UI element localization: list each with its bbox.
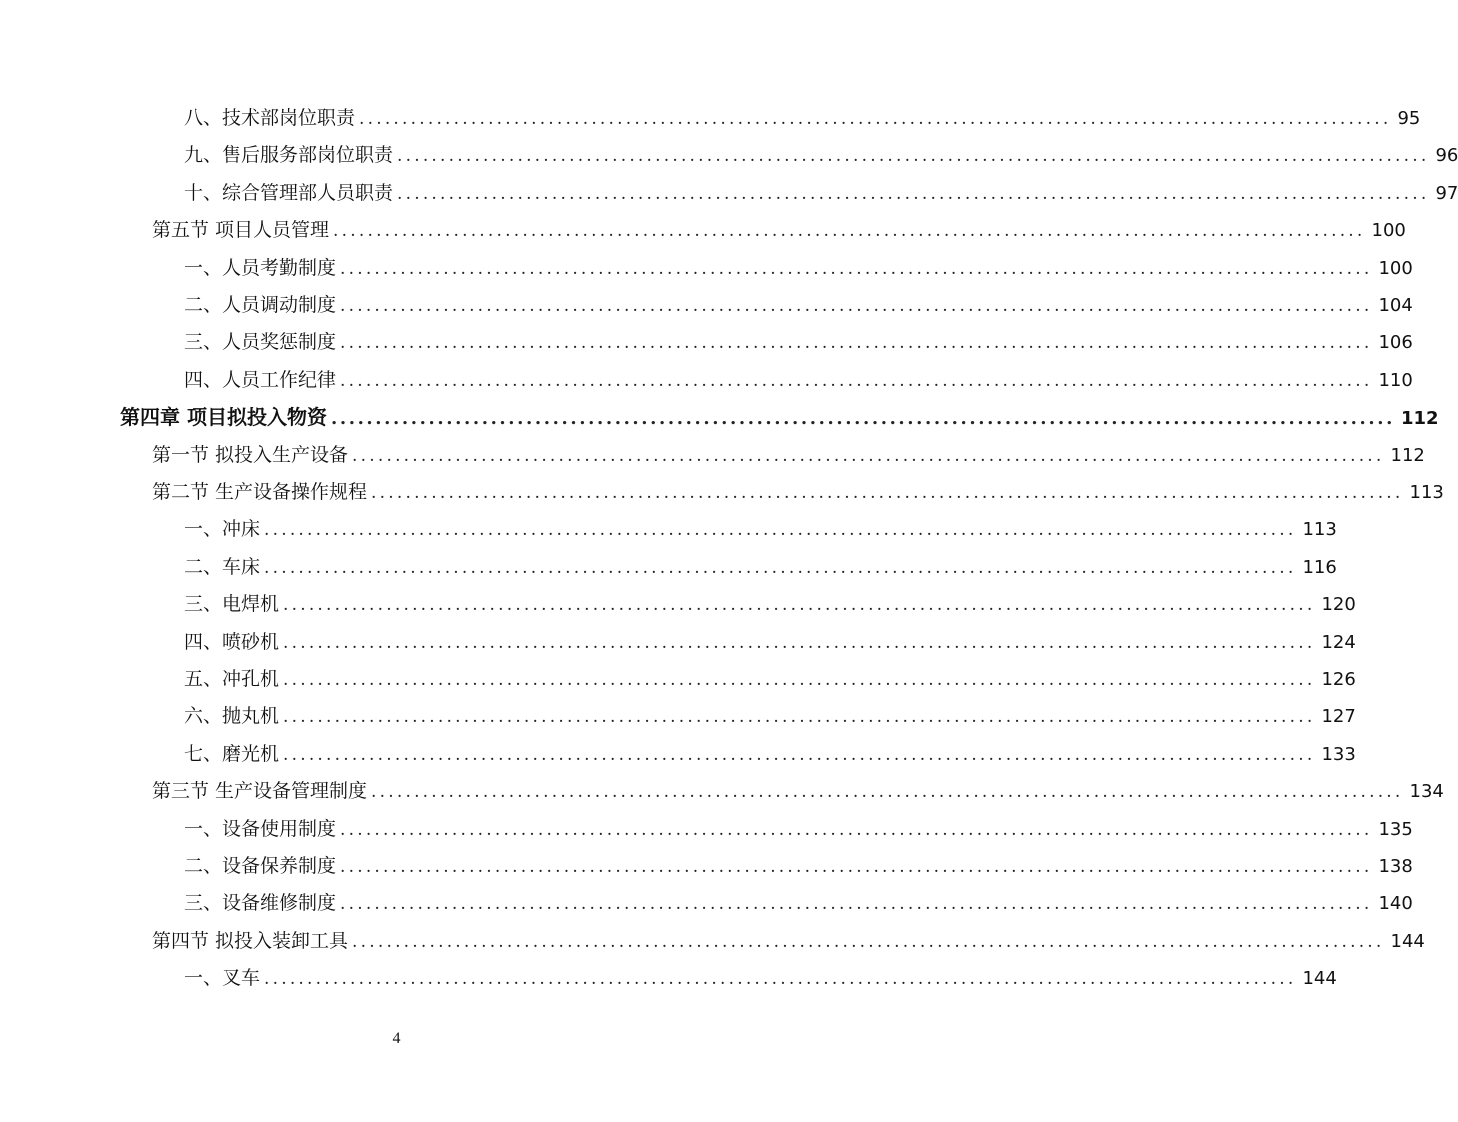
toc-entry-title: 第一节 拟投入生产设备 <box>152 443 349 466</box>
toc-entry[interactable] <box>184 848 1413 884</box>
toc-entry-page: 144 <box>1390 930 1425 952</box>
toc-entry-title: 四、人员工作纪律 <box>184 368 337 391</box>
toc-entry-page: 113 <box>1409 482 1444 503</box>
toc-entry-title: 六、抛丸机 <box>184 705 280 728</box>
toc-entry-page: 140 <box>1378 893 1413 915</box>
toc-entry-title: 三、电焊机 <box>184 593 280 616</box>
leader-dots: ........................................................................................................................ <box>340 370 1373 391</box>
toc-entry-page: 112 <box>1390 444 1425 466</box>
toc-entry-title: 八、技术部岗位职责 <box>184 107 356 129</box>
toc-entry-page: 97 <box>1435 182 1458 204</box>
toc-entry[interactable] <box>184 549 1337 585</box>
toc-entry-title: 第四章 项目拟投入物资 <box>120 405 327 430</box>
leader-dots: ........................................................................................................................ <box>340 333 1373 354</box>
toc-entry-title: 三、设备维修制度 <box>184 892 337 915</box>
toc-entry[interactable] <box>184 137 1458 173</box>
toc-entry[interactable] <box>152 212 1406 248</box>
toc-entry-page: 133 <box>1321 743 1356 765</box>
leader-dots: ........................................................................................................................ <box>330 408 1395 430</box>
leader-dots: ........................................................................................................................ <box>264 969 1297 990</box>
leader-dots: ........................................................................................................................ <box>333 221 1366 242</box>
leader-dots: ........................................................................................................................ <box>352 931 1385 952</box>
toc-entry-page: 106 <box>1378 332 1413 354</box>
toc-entry-page: 95 <box>1397 108 1421 129</box>
toc-entry-title: 第二节 生产设备操作规程 <box>152 481 368 503</box>
toc-entry-page: 124 <box>1321 631 1356 653</box>
toc-entry-page: 116 <box>1302 556 1337 578</box>
leader-dots: ........................................................................................................................ <box>283 595 1316 616</box>
toc-entry[interactable] <box>184 287 1413 323</box>
toc-entry-title: 一、设备使用制度 <box>184 817 337 840</box>
toc-entry[interactable] <box>184 175 1458 211</box>
toc-entry-page: 96 <box>1435 145 1458 167</box>
toc-entry[interactable] <box>184 362 1413 398</box>
toc-entry-page: 138 <box>1378 856 1413 877</box>
toc-entry-page: 112 <box>1400 408 1439 430</box>
leader-dots: ........................................................................................................................ <box>340 894 1373 915</box>
toc-entry-title: 一、冲床 <box>184 518 261 541</box>
toc-entry[interactable] <box>152 474 1444 510</box>
toc-entry[interactable] <box>184 100 1421 136</box>
toc-entry-title: 九、售后服务部岗位职责 <box>184 144 394 167</box>
toc-entry-page: 120 <box>1321 594 1356 616</box>
toc-entry[interactable] <box>184 661 1356 697</box>
leader-dots: ........................................................................................................................ <box>283 632 1316 653</box>
toc-entry[interactable] <box>152 437 1425 473</box>
toc-entry-title: 一、叉车 <box>184 967 261 990</box>
toc-entry[interactable] <box>184 811 1413 847</box>
leader-dots: ........................................................................................................................ <box>340 857 1373 877</box>
leader-dots: ........................................................................................................................ <box>264 520 1297 541</box>
leader-dots: ........................................................................................................................ <box>340 258 1373 279</box>
toc-entry-page: 100 <box>1371 220 1406 242</box>
toc-entry-chapter[interactable] <box>120 399 1439 435</box>
toc-entry[interactable] <box>184 624 1356 660</box>
toc-entry[interactable] <box>184 586 1356 622</box>
toc-entry-title: 五、冲孔机 <box>184 668 280 690</box>
toc-entry-title: 十、综合管理部人员职责 <box>184 181 394 204</box>
leader-dots: ........................................................................................................................ <box>283 670 1316 690</box>
toc-entry-page: 135 <box>1378 818 1413 840</box>
toc-entry-page: 113 <box>1302 519 1337 541</box>
leader-dots: ........................................................................................................................ <box>340 296 1373 316</box>
toc-entry[interactable] <box>152 923 1425 959</box>
toc-entry-page: 127 <box>1321 706 1356 728</box>
leader-dots: ........................................................................................................................ <box>371 483 1404 503</box>
leader-dots: ........................................................................................................................ <box>283 707 1316 728</box>
toc-entry[interactable] <box>184 698 1356 734</box>
toc-entry[interactable] <box>184 324 1413 360</box>
toc-entry-title: 第三节 生产设备管理制度 <box>152 780 368 803</box>
toc-entry[interactable] <box>184 736 1356 772</box>
page-number: 4 <box>392 1030 401 1047</box>
leader-dots: ........................................................................................................................ <box>397 183 1430 204</box>
toc-entry-page: 144 <box>1302 968 1337 990</box>
toc-entry[interactable] <box>184 250 1413 286</box>
leader-dots: ........................................................................................................................ <box>359 109 1392 129</box>
toc-entry-title: 三、人员奖惩制度 <box>184 331 337 354</box>
toc-entry-title: 第五节 项目人员管理 <box>152 219 330 242</box>
toc-entry-page: 110 <box>1378 369 1413 391</box>
toc-entry-title: 第四节 拟投入装卸工具 <box>152 929 349 952</box>
leader-dots: ........................................................................................................................ <box>264 557 1297 578</box>
toc-entry[interactable] <box>184 960 1337 996</box>
toc-entry-title: 七、磨光机 <box>184 742 280 765</box>
leader-dots: ........................................................................................................................ <box>283 744 1316 765</box>
toc-entry-title: 四、喷砂机 <box>184 630 280 653</box>
toc-entry-page: 100 <box>1378 257 1413 279</box>
toc-entry[interactable] <box>184 511 1337 547</box>
toc-entry-page: 104 <box>1378 295 1413 316</box>
leader-dots: ........................................................................................................................ <box>340 819 1373 840</box>
leader-dots: ........................................................................................................................ <box>371 782 1404 803</box>
toc-entry-page: 126 <box>1321 669 1356 690</box>
toc-entry-title: 二、车床 <box>184 555 261 578</box>
toc-entry[interactable] <box>184 885 1413 921</box>
toc-entry-page: 134 <box>1409 781 1444 803</box>
toc-entry[interactable] <box>152 773 1444 809</box>
toc-entry-title: 二、人员调动制度 <box>184 294 337 316</box>
toc-entry-title: 二、设备保养制度 <box>184 855 337 877</box>
leader-dots: ........................................................................................................................ <box>397 146 1430 167</box>
leader-dots: ........................................................................................................................ <box>352 445 1385 466</box>
toc-entry-title: 一、人员考勤制度 <box>184 256 337 279</box>
